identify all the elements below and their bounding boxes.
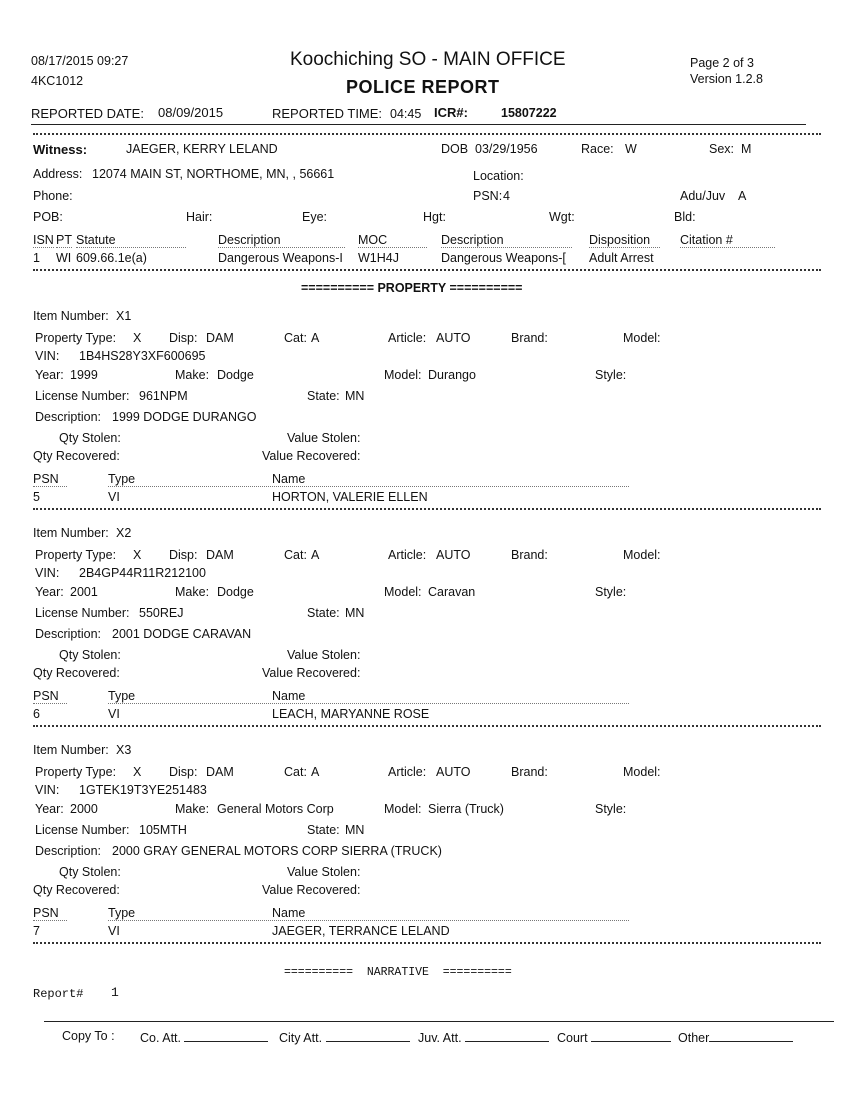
city-att-line <box>326 1029 410 1042</box>
cat-value: A <box>311 765 320 779</box>
statute-value: 609.66.1e(a) <box>76 251 147 265</box>
col-disposition: Disposition <box>589 233 660 248</box>
state-label: State: <box>307 389 340 403</box>
vin-value: 1GTEK19T3YE251483 <box>79 783 207 797</box>
divider <box>33 508 821 510</box>
state-value: MN <box>345 389 365 403</box>
property-type-label: Property Type: <box>35 331 117 345</box>
divider <box>33 269 821 271</box>
name-header: Name <box>272 906 629 921</box>
license-value: 550REJ <box>139 606 184 620</box>
name-header: Name <box>272 689 629 704</box>
license-value: 961NPM <box>139 389 188 403</box>
disp-label: Disp: <box>169 331 198 345</box>
version: Version 1.2.8 <box>690 72 763 86</box>
person-psn: 7 <box>33 924 40 938</box>
article-label: Article: <box>388 548 427 562</box>
state-value: MN <box>345 606 365 620</box>
year-label: Year: <box>35 802 64 816</box>
state-value: MN <box>345 823 365 837</box>
vehicle-model-value: Caravan <box>428 585 476 599</box>
court-line <box>591 1029 671 1042</box>
disp-value: DAM <box>206 331 234 345</box>
item-number-value: X2 <box>116 526 132 540</box>
pob-label: POB: <box>33 210 63 224</box>
person-psn: 5 <box>33 490 40 504</box>
wgt-label: Wgt: <box>549 210 575 224</box>
court-label: Court <box>557 1031 588 1045</box>
footer-rule <box>44 1021 834 1022</box>
year-value: 2001 <box>70 585 98 599</box>
col-description: Description <box>218 233 345 248</box>
item-number-value: X3 <box>116 743 132 757</box>
divider <box>33 942 821 944</box>
icr-label: ICR#: <box>434 105 468 120</box>
divider <box>33 725 821 727</box>
year-value: 2000 <box>70 802 98 816</box>
col-isn: ISN <box>33 233 54 247</box>
property-type-label: Property Type: <box>35 548 117 562</box>
co-att-label: Co. Att. <box>140 1031 181 1045</box>
disp-label: Disp: <box>169 765 198 779</box>
reported-time: 04:45 <box>390 107 422 121</box>
style-label: Style: <box>595 802 627 816</box>
header-rule <box>31 124 806 125</box>
person-name: HORTON, VALERIE ELLEN <box>272 490 428 504</box>
item-number-value: X1 <box>116 309 132 323</box>
cat-value: A <box>311 548 320 562</box>
juv-att-line <box>465 1029 549 1042</box>
description-label: Description: <box>35 410 101 424</box>
vin-label: VIN: <box>35 566 60 580</box>
qty-recovered-label: Qty Recovered: <box>33 666 120 680</box>
make-label: Make: <box>175 585 210 599</box>
copy-to-label: Copy To : <box>62 1029 115 1043</box>
person-type: VI <box>108 924 120 938</box>
psn-label: PSN: <box>473 189 503 203</box>
psn-header: PSN <box>33 689 67 704</box>
isn-value: 1 <box>33 251 40 265</box>
disp-value: DAM <box>206 548 234 562</box>
license-label: License Number: <box>35 823 130 837</box>
model-label: Model: <box>623 765 661 779</box>
adujuv-value: A <box>738 189 747 203</box>
qty-stolen-label: Qty Stolen: <box>59 431 121 445</box>
year-value: 1999 <box>70 368 98 382</box>
property-banner: ========== PROPERTY ========== <box>301 281 523 295</box>
make-label: Make: <box>175 368 210 382</box>
report-number: 1 <box>111 985 119 1000</box>
address-label: Address: <box>33 167 83 181</box>
description-2-value: Dangerous Weapons-[ <box>441 251 566 265</box>
col-description-2: Description <box>441 233 572 248</box>
col-pt: PT <box>56 233 72 247</box>
brand-label: Brand: <box>511 548 548 562</box>
agency-code: 4KC1012 <box>31 74 84 88</box>
report-label: Report# <box>33 987 84 1001</box>
adujuv-label: Adu/Juv <box>680 189 726 203</box>
vehicle-model-label: Model: <box>384 585 422 599</box>
col-moc: MOC <box>358 233 427 248</box>
location-label: Location: <box>473 169 524 183</box>
property-type-label: Property Type: <box>35 765 117 779</box>
model-label: Model: <box>623 548 661 562</box>
article-value: AUTO <box>436 548 471 562</box>
witness-label: Witness: <box>33 142 88 157</box>
reported-date: 08/09/2015 <box>158 105 224 120</box>
article-value: AUTO <box>436 331 471 345</box>
icr-number: 15807222 <box>501 106 557 120</box>
co-att-line <box>184 1029 268 1042</box>
other-line <box>709 1029 793 1042</box>
city-att-label: City Att. <box>279 1031 323 1045</box>
qty-stolen-label: Qty Stolen: <box>59 648 121 662</box>
style-label: Style: <box>595 368 627 382</box>
sex-value: M <box>741 142 752 156</box>
vehicle-model-value: Durango <box>428 368 476 382</box>
sex-label: Sex: <box>709 142 735 156</box>
person-name: LEACH, MARYANNE ROSE <box>272 707 430 721</box>
moc-value: W1H4J <box>358 251 399 265</box>
hgt-label: Hgt: <box>423 210 446 224</box>
vehicle-model-label: Model: <box>384 802 422 816</box>
psn-header: PSN <box>33 906 67 921</box>
page-number: Page 2 of 3 <box>690 56 754 70</box>
qty-recovered-label: Qty Recovered: <box>33 449 120 463</box>
other-label: Other <box>678 1031 710 1045</box>
value-stolen-label: Value Stolen: <box>287 648 361 662</box>
vin-label: VIN: <box>35 349 60 363</box>
brand-label: Brand: <box>511 765 548 779</box>
divider <box>33 133 821 135</box>
year-label: Year: <box>35 368 64 382</box>
item-number-label: Item Number: <box>33 309 109 323</box>
license-label: License Number: <box>35 389 130 403</box>
description-value: 2000 GRAY GENERAL MOTORS CORP SIERRA (TRUCK) <box>112 844 442 858</box>
type-header: Type <box>108 689 271 704</box>
person-name: JAEGER, TERRANCE LELAND <box>272 924 450 938</box>
make-value: General Motors Corp <box>217 802 334 816</box>
cat-label: Cat: <box>284 765 307 779</box>
type-header: Type <box>108 472 271 487</box>
model-label: Model: <box>623 331 661 345</box>
psn-header: PSN <box>33 472 67 487</box>
license-value: 105MTH <box>139 823 187 837</box>
value-stolen-label: Value Stolen: <box>287 865 361 879</box>
value-recovered-label: Value Recovered: <box>262 449 361 463</box>
qty-stolen-label: Qty Stolen: <box>59 865 121 879</box>
address-value: 12074 MAIN ST, NORTHOME, MN, , 56661 <box>92 167 335 181</box>
cat-label: Cat: <box>284 331 307 345</box>
person-psn: 6 <box>33 707 40 721</box>
item-number-label: Item Number: <box>33 743 109 757</box>
vin-label: VIN: <box>35 783 60 797</box>
vehicle-model-label: Model: <box>384 368 422 382</box>
person-type: VI <box>108 490 120 504</box>
cat-label: Cat: <box>284 548 307 562</box>
person-type: VI <box>108 707 120 721</box>
reported-date-label: REPORTED DATE: <box>31 106 144 121</box>
item-number-label: Item Number: <box>33 526 109 540</box>
juv-att-label: Juv. Att. <box>418 1031 462 1045</box>
property-type-value: X <box>133 331 142 345</box>
value-recovered-label: Value Recovered: <box>262 883 361 897</box>
style-label: Style: <box>595 585 627 599</box>
license-label: License Number: <box>35 606 130 620</box>
disp-value: DAM <box>206 765 234 779</box>
hair-label: Hair: <box>186 210 213 224</box>
property-type-value: X <box>133 548 142 562</box>
article-label: Article: <box>388 331 427 345</box>
brand-label: Brand: <box>511 331 548 345</box>
year-label: Year: <box>35 585 64 599</box>
vin-value: 2B4GP44R11R212100 <box>79 566 206 580</box>
make-label: Make: <box>175 802 210 816</box>
psn-value: 4 <box>503 189 510 203</box>
article-label: Article: <box>388 765 427 779</box>
eye-label: Eye: <box>302 210 328 224</box>
other <box>678 1029 793 1045</box>
disp-label: Disp: <box>169 548 198 562</box>
co-att <box>140 1029 268 1045</box>
type-header: Type <box>108 906 271 921</box>
vin-value: 1B4HS28Y3XF600695 <box>79 349 206 363</box>
agency-name: Koochiching SO - MAIN OFFICE <box>290 49 566 70</box>
print-datetime: 08/17/2015 09:27 <box>31 54 129 68</box>
juv-att <box>418 1029 549 1045</box>
description-value: Dangerous Weapons-I <box>218 251 343 265</box>
qty-recovered-label: Qty Recovered: <box>33 883 120 897</box>
description-label: Description: <box>35 844 101 858</box>
state-label: State: <box>307 823 340 837</box>
race-label: Race: <box>581 142 614 156</box>
vehicle-model-value: Sierra (Truck) <box>428 802 504 816</box>
value-stolen-label: Value Stolen: <box>287 431 361 445</box>
cat-value: A <box>311 331 320 345</box>
article-value: AUTO <box>436 765 471 779</box>
description-value: 1999 DODGE DURANGO <box>112 410 257 424</box>
description-label: Description: <box>35 627 101 641</box>
state-label: State: <box>307 606 340 620</box>
witness-name: JAEGER, KERRY LELAND <box>126 142 278 156</box>
bld-label: Bld: <box>674 210 696 224</box>
race-value: W <box>625 142 637 156</box>
name-header: Name <box>272 472 629 487</box>
dob-value: 03/29/1956 <box>475 142 538 156</box>
narrative-banner: ========== NARRATIVE ========== <box>284 966 512 979</box>
reported-time-label: REPORTED TIME: <box>272 106 383 121</box>
property-type-value: X <box>133 765 142 779</box>
report-title: POLICE REPORT <box>346 77 500 97</box>
pt-value: WI <box>56 251 72 265</box>
dob-label: DOB <box>441 142 469 156</box>
phone-label: Phone: <box>33 189 73 203</box>
value-recovered-label: Value Recovered: <box>262 666 361 680</box>
description-value: 2001 DODGE CARAVAN <box>112 627 252 641</box>
court <box>557 1029 671 1045</box>
col-statute: Statute <box>76 233 186 248</box>
disposition-value: Adult Arrest <box>589 251 654 265</box>
col-citation: Citation # <box>680 233 775 248</box>
make-value: Dodge <box>217 368 254 382</box>
city-att <box>279 1029 410 1045</box>
make-value: Dodge <box>217 585 254 599</box>
